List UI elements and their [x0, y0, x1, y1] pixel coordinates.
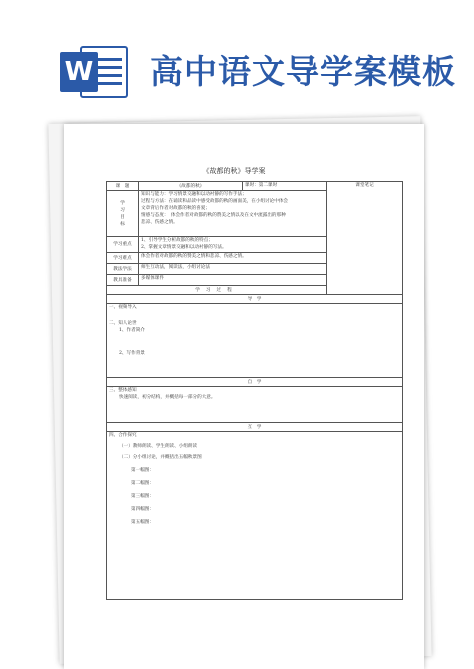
lesson-plan-table — [106, 181, 403, 600]
section-mutual-header: 互 学 — [107, 423, 403, 432]
document-page — [64, 124, 424, 669]
document-title: 《故都的秋》导学案 — [202, 167, 266, 175]
difficult-points-label: 学习难点 — [107, 253, 139, 264]
table-row — [107, 387, 403, 423]
key-points-label: 学习重点 — [107, 237, 139, 253]
guide-content: 一、视频导入 二、知人论世 1、作者简介 2、写作背景 — [107, 304, 403, 378]
table-row — [107, 432, 403, 600]
word-badge: W — [60, 52, 98, 92]
tools-label: 教具准备 — [107, 275, 139, 286]
self-content: 三、整体感知 快速阅读，初分结构，并概括每一部分的大意。 — [107, 387, 403, 423]
page-title: 高中语文导学案模板 — [150, 52, 456, 91]
key-points-content: 1、引导学生分析故都的秋的特点； 2、掌握文章情景交融和以动衬静的写法。 — [139, 237, 327, 253]
mutual-content: 四、合作探究 （一）教师朗读、学生朗读、小组朗读 （二）分小组讨论，并概括出五幅秋景图 第一幅图： 第二幅图： 第三幅图： 第四幅图： 第五幅图： — [107, 432, 403, 600]
table-row — [107, 182, 403, 191]
table-row — [107, 423, 403, 432]
method-content: 师生互动法，阅读法，小组讨论法 — [139, 264, 327, 275]
goals-label: 学 习 目 标 — [107, 191, 139, 237]
word-document-icon — [60, 42, 132, 100]
subject-value: 《故都的秋》 — [139, 182, 243, 191]
goals-content: 知识与能力：学习情景交融和以动衬静的写作手法； 过程与方法：在诵读和品读中感受故都的秋的画面美，在小组讨论中体会 文章背后作者对故都的秋的喜爱； 情感与态度： 体会作者对故都的秋的赞美之情以及在文中流露出的那种 悲凉、伤感之情。 — [139, 191, 327, 237]
header-banner — [0, 0, 474, 118]
subject-label: 课 题 — [107, 182, 139, 191]
section-guide-header: 导 学 — [107, 295, 403, 304]
notes-column-header: 课堂笔记 — [327, 182, 403, 295]
table-row — [107, 304, 403, 378]
difficult-points-content: 体会作者对故都的秋的赞美之情和悲凉、伤感之情。 — [139, 253, 327, 264]
section-self-header: 自 学 — [107, 378, 403, 387]
table-row — [107, 295, 403, 304]
tools-content: 多媒体课件 — [139, 275, 327, 286]
period-value: 课时：第二课时 — [243, 182, 327, 191]
method-label: 教法学法 — [107, 264, 139, 275]
process-header: 学习过程 — [107, 286, 327, 295]
table-row — [107, 378, 403, 387]
